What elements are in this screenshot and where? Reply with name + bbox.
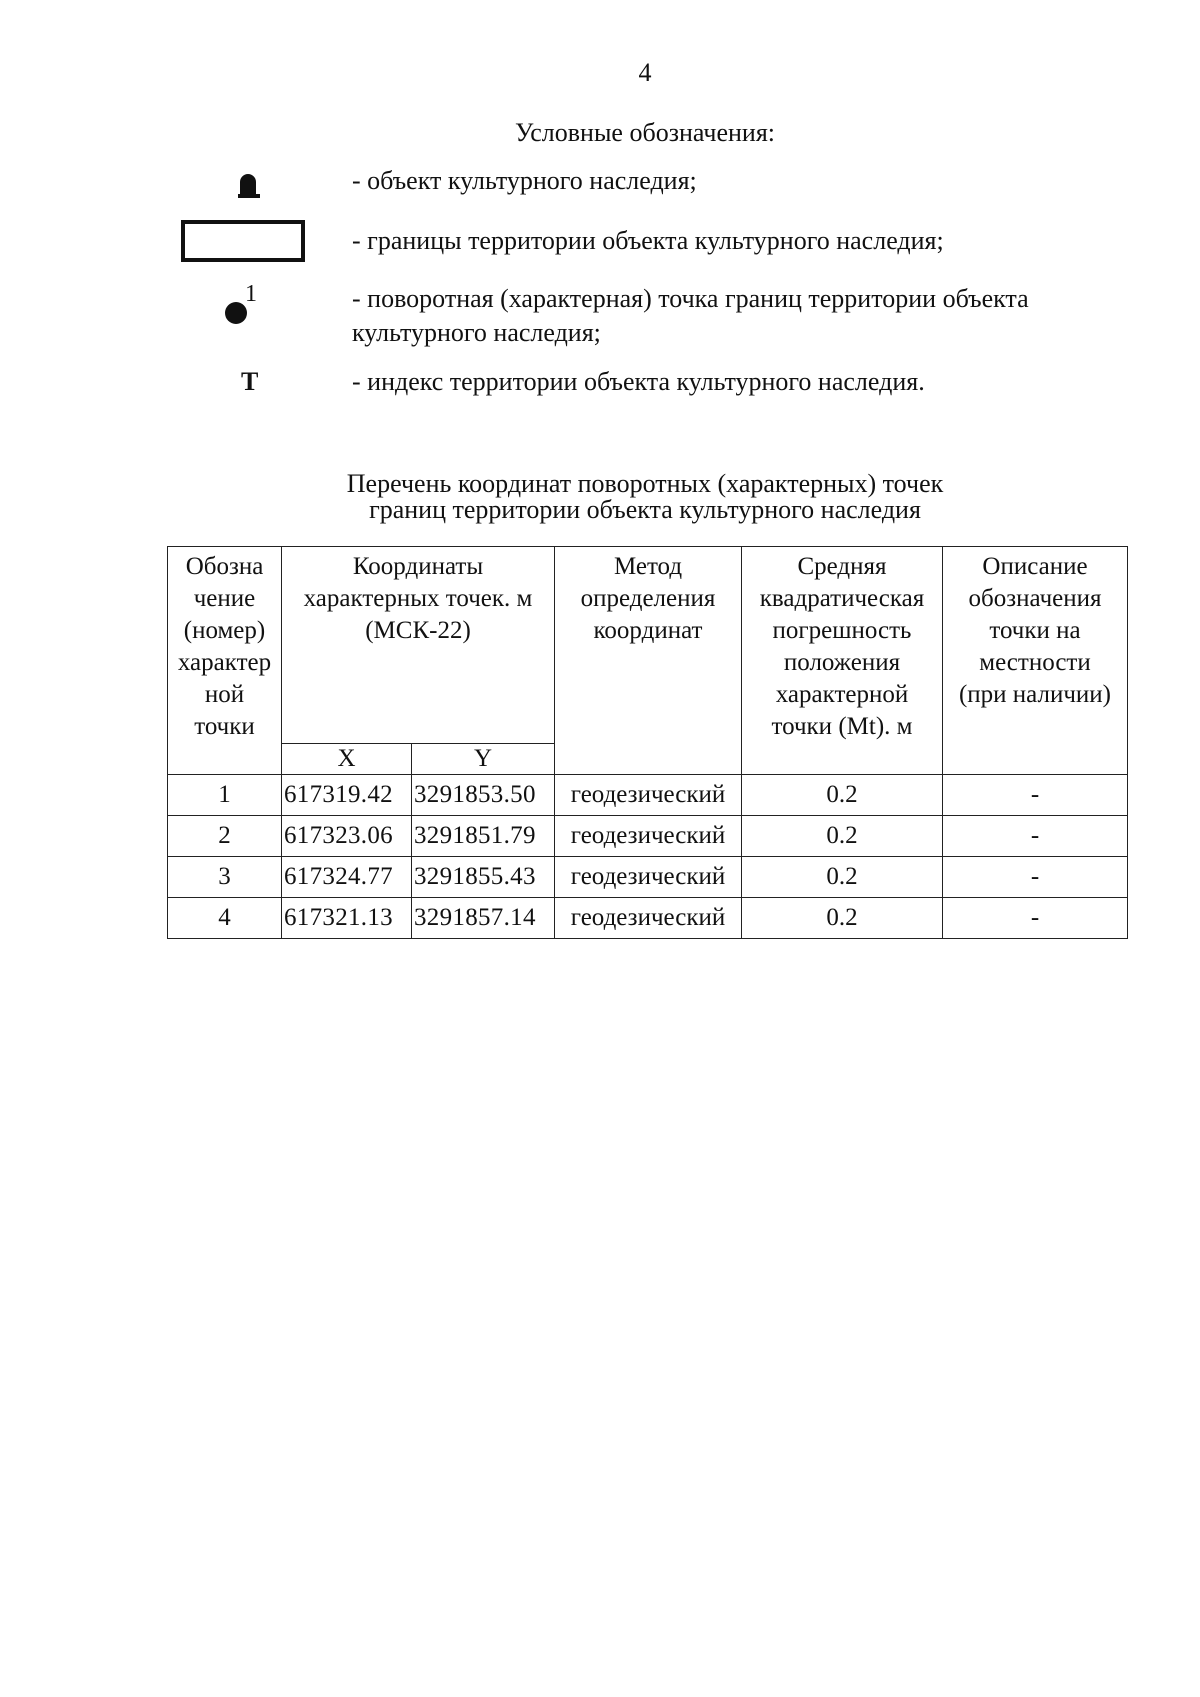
- cell-x: 617319.42: [282, 775, 412, 816]
- header-x: X: [282, 744, 412, 775]
- cell-x: 617324.77: [282, 857, 412, 898]
- cell-y: 3291853.50: [412, 775, 555, 816]
- legend-item-territory-index: [0, 365, 1200, 405]
- cell-point-number: 4: [168, 898, 282, 939]
- header-designation: Обозна чение (номер) характер ной точки: [168, 547, 282, 775]
- page-number: 4: [638, 58, 652, 87]
- cell-description: -: [943, 775, 1128, 816]
- cell-y: 3291851.79: [412, 816, 555, 857]
- coordinates-table: [167, 546, 1128, 939]
- legend-text: - индекс территории объекта культурного наследия.: [352, 367, 925, 396]
- table-row: [168, 775, 1128, 816]
- territory-index-icon: Т: [241, 367, 259, 396]
- cell-error: 0.2: [742, 775, 943, 816]
- cell-error: 0.2: [742, 857, 943, 898]
- cell-method: геодезический: [555, 857, 742, 898]
- legend-text: - объект культурного наследия;: [352, 166, 697, 195]
- table-row: [168, 816, 1128, 857]
- header-coordinates: Координаты характерных точек. м (МСК-22): [282, 547, 555, 744]
- turning-point-label: 1: [245, 281, 257, 307]
- cell-method: геодезический: [555, 898, 742, 939]
- header-mean-square-error: Средняя квадратическая погрешность положения характерной точки (Mt). м: [742, 547, 943, 775]
- cell-point-number: 2: [168, 816, 282, 857]
- turning-point-icon: [0, 282, 300, 342]
- boundary-rectangle-icon: [181, 220, 305, 262]
- legend-text: - поворотная (характерная) точка границ территории объекта культурного наследия;: [352, 284, 1029, 347]
- cell-y: 3291857.14: [412, 898, 555, 939]
- cell-error: 0.2: [742, 898, 943, 939]
- cell-description: -: [943, 816, 1128, 857]
- legend-item-territory-boundary: [0, 220, 1200, 270]
- header-method: Метод определения координат: [555, 547, 742, 775]
- table-row: [168, 898, 1128, 939]
- cell-x: 617323.06: [282, 816, 412, 857]
- table-caption-line1: Перечень координат поворотных (характерных) точек: [346, 469, 944, 498]
- cell-point-number: 3: [168, 857, 282, 898]
- cell-x: 617321.13: [282, 898, 412, 939]
- monument-icon: [238, 174, 258, 198]
- table-caption-line2: границ территории объекта культурного наследия: [369, 495, 921, 524]
- cell-point-number: 1: [168, 775, 282, 816]
- cell-method: геодезический: [555, 775, 742, 816]
- table-row: [168, 857, 1128, 898]
- cell-method: геодезический: [555, 816, 742, 857]
- header-point-description: Описание обозначения точки на местности (при наличии): [943, 547, 1128, 775]
- legend-title: Условные обозначения:: [514, 118, 776, 147]
- legend-item-turning-point: [0, 282, 1200, 354]
- header-y: Y: [412, 744, 555, 775]
- legend-item-heritage-object: [0, 164, 1200, 204]
- cell-error: 0.2: [742, 816, 943, 857]
- cell-description: -: [943, 898, 1128, 939]
- legend-text: - границы территории объекта культурного наследия;: [352, 226, 944, 255]
- cell-y: 3291855.43: [412, 857, 555, 898]
- cell-description: -: [943, 857, 1128, 898]
